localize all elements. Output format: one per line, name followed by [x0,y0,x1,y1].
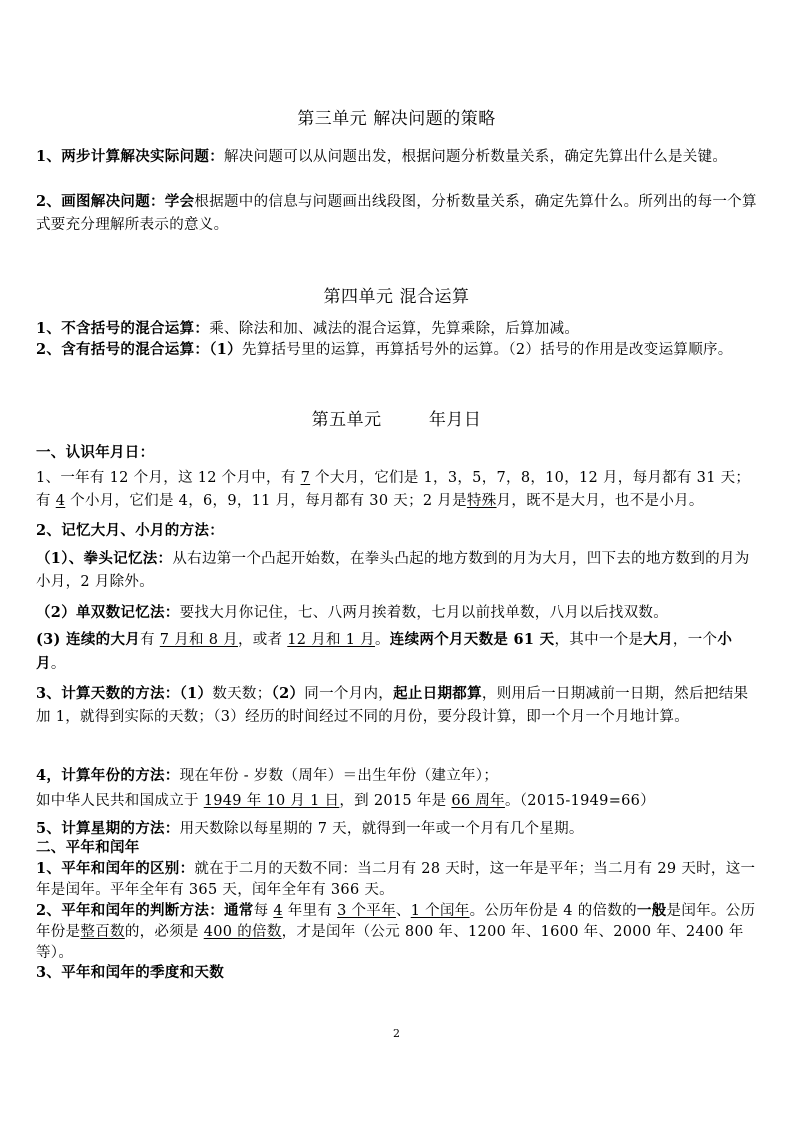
unit3-paragraph-2 [36,190,758,237]
p1-text-d: 月，既不是大月，也不是小月。 [496,493,704,509]
p11-underline-1: 4 [273,903,283,919]
unit3-p1-heading: 1、两步计算解决实际问题： [36,148,224,165]
unit3-title: 第三单元 解决问题的策略 [297,109,496,129]
p11-underline-4: 整百数 [80,924,125,940]
unit4-p2-text: 先算括号里的运算，再算括号外的运算。（2）括号的作用是改变运算顺序。 [241,342,733,358]
p3-heading: （1）、拳头记忆法： [36,550,173,567]
p5-text-3: 。 [374,632,390,648]
unit3-p2-text: 根据题中的信息与问题画出线段图，分析数量关系，确定先算什么。所列出的每一个算式要充分理解所表示的意义。 [36,194,757,233]
unit4-p1-text: 乘、除法和加、减法的混合运算，先算乘除，后算加减。 [209,321,580,337]
p11-text-2: 年里有 [282,903,338,919]
p1-text-b: 个大月，它们是 1，3，5，7，8，10，12 月，每月都有 31 天；有 [36,470,751,509]
unit4-title: 第四单元 混合运算 [323,287,470,307]
p11-text-1: 每 [253,903,274,919]
p11-underline-2: 3 个平年 [337,903,396,919]
p5-underline-2: 12 月和 1 月 [287,632,375,648]
p9-heading: 5、计算星期的方法： [36,820,180,837]
p6-text-3: ，则用后一日期减前一日期，然后把结果加 1，就得到实际的天数；（3）经历的时间经过不同的月份，要分段计算，即一个月一个月地计算。 [36,686,749,725]
p5-bold-4: 小月 [36,631,733,672]
p5-text-6: 。 [50,656,66,672]
p6-text-2: 同一个月内， [304,686,394,702]
unit5-paragraph-6 [36,682,758,729]
p5-bold-3: 大月 [643,631,673,648]
unit5-paragraph-3 [36,547,758,594]
p11-text-3: 、 [395,903,411,919]
p10-text: 就在于二月的天数不同：当二月有 28 天时，这一年是平年；当二月有 29 天时，这一年是闰年。平年全年有 365 天，闰年全年有 366 天。 [36,861,756,898]
p1-underline-3: 特殊 [466,493,497,509]
p3-text: 从右边第一个凸起开始数，在拳头凸起的地方数到的月为大月，凹下去的地方数到的月为小月，2 月除外。 [36,551,750,590]
p5-bold-1: (3) 连续的大月 [36,631,141,648]
p11-bold-2: 一般 [636,902,667,919]
p11-text-6: 的，必须是 [124,924,204,940]
p11-text-4: 。公历年份是 4 的倍数的 [469,903,637,919]
p8-text-b: ，到 2015 年是 [339,793,452,809]
unit5-paragraph-5 [36,628,758,676]
p6-bold-1: 3、计算天数的方法：（1） [36,685,213,702]
unit5-paragraph-12: 3、平年和闰年的季度和天数 [36,964,224,981]
p7-heading: 4，计算年份的方法： [36,767,180,784]
p5-text-4: ，其中一个是 [554,632,644,648]
unit5-paragraph-10 [36,858,758,901]
p5-underline-1: 7 月和 8 月 [159,632,238,648]
unit3-paragraph-1 [36,145,758,169]
unit5-paragraph-7 [36,764,758,788]
p11-bold-1: 2、平年和闰年的判断方法：通常 [36,902,254,919]
p5-text-2: ，或者 [237,632,288,648]
p6-bold-3: 起止日期都算 [393,685,482,702]
unit5-paragraph-2: 2、记忆大月、小月的方法： [36,522,224,539]
p11-underline-3: 1 个闰年 [410,903,470,919]
p1-underline-2: 4 [55,493,66,509]
p5-text-1: 有 [140,632,160,648]
p10-heading: 1、平年和闰年的区别： [36,860,195,877]
p8-underline-2: 66 周年 [451,793,505,809]
section-heading-1: 一、认识年月日： [36,444,155,461]
unit4-paragraph-1 [36,318,758,340]
p5-bold-2: 连续两个月天数是 61 天 [389,631,555,648]
p7-text: 现在年份 - 岁数（周年）＝出生年份（建立年）； [179,768,499,784]
p6-text-1: 数天数； [212,686,272,702]
unit3-p2-heading: 2、画图解决问题：学会 [36,193,195,210]
p1-text-c: 个小月，它们是 4，6，9，11 月，每月都有 30 天；2 月是 [65,493,467,509]
p4-heading: （2）单双数记忆法： [36,604,180,621]
p5-text-5: ，一个 [672,632,718,648]
p11-text-7: ，才是闰年（公元 800 年、1200 年、1600 年、2000 年、2400 年等）。 [36,924,744,961]
p8-underline-1: 1949 年 10 月 1 日 [203,793,340,809]
p6-bold-2: （2） [271,685,305,702]
unit5-paragraph-1 [36,467,758,513]
p4-text: 要找大月你记住，七、八两月挨着数，七月以前找单数，八月以后找双数。 [179,605,668,621]
unit5-paragraph-11 [36,900,758,964]
unit4-p1-heading: 1、不含括号的混合运算： [36,320,210,337]
p11-text-5: 是闰年。公历年份是 [36,903,756,940]
p8-text-c: 。（2015-1949=66） [504,793,655,809]
unit5-title-text: 第五单元 年月日 [311,410,482,430]
p9-text: 用天数除以每星期的 7 天，就得到一年或一个月有几个星期。 [179,821,584,837]
unit5-paragraph-4 [36,601,758,625]
section-heading-2: 二、平年和闰年 [36,839,140,856]
p8-text-a: 如中华人民共和国成立于 [36,793,204,809]
unit3-p1-text: 解决问题可以从问题出发，根据问题分析数量关系，确定先算出什么是关键。 [224,149,728,165]
unit4-p2-heading: 2、含有括号的混合运算：（1） [36,341,242,358]
unit4-paragraph-2 [36,339,758,361]
p11-underline-5: 400 的倍数 [203,924,282,940]
page-number: 2 [393,1027,400,1040]
p1-text-a: 1、一年有 12 个月，这 12 个月中，有 [36,470,301,486]
unit5-title [0,409,793,431]
unit5-paragraph-8 [36,790,758,813]
p1-underline-1: 7 [300,470,311,486]
